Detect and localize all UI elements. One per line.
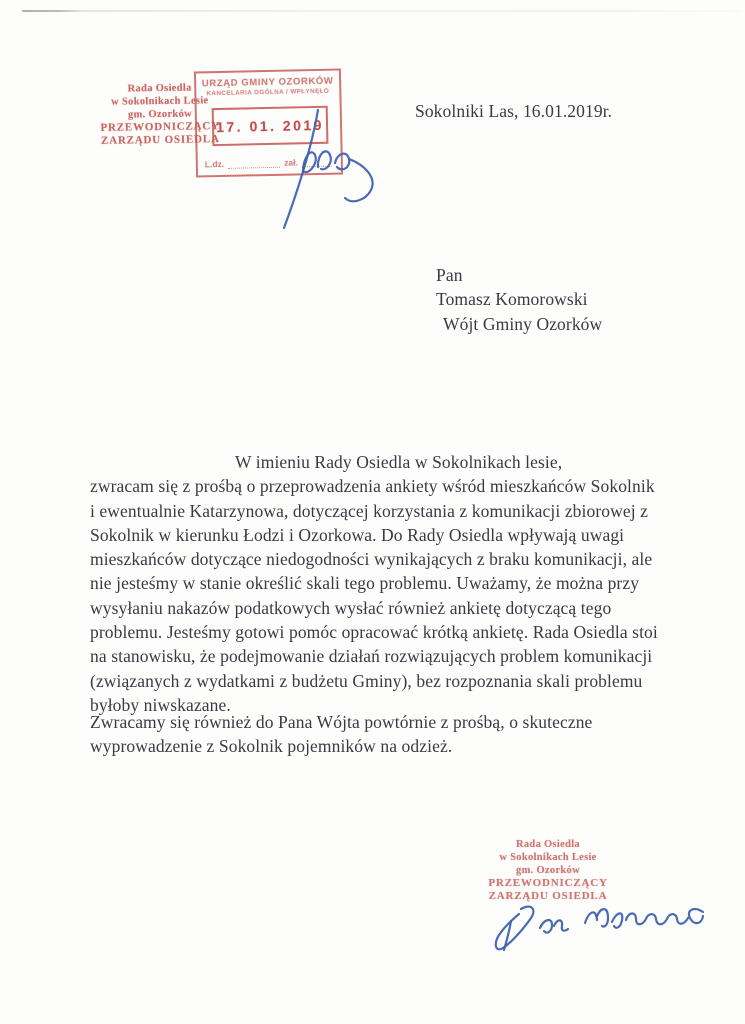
letter-line: na stanowisku, że podejmowanie działań rozwiązujących problem komunikacji (90, 646, 653, 667)
letter-paragraph-1 (90, 450, 658, 717)
letter-line: i ewentualnie Katarzynowa, dotyczącej korzystania z komunikacji zbiorowej z (90, 500, 649, 521)
council-stamp-bottom (488, 838, 608, 903)
stamp-line: gm. Ozorków (127, 108, 193, 121)
office-stamp-title: URZĄD GMINY OZORKÓW (201, 75, 334, 90)
recipient-line: Wójt Gminy Ozorków (443, 313, 603, 334)
letter-line: mieszkańców dotyczące niedogodności wynikających z braku komunikacji, ale (90, 549, 653, 570)
letter-line: byłoby niwskazane. (90, 694, 231, 715)
stamp-line: Rada Osiedla (516, 839, 580, 850)
letter-line: wysyłaniu nakazów podatkowych wysłać również ankietę dotyczącą tego (90, 597, 612, 618)
letter-paragraph-2 (90, 710, 592, 759)
stamp-line: gm. Ozorków (516, 865, 580, 876)
recipient-line: Pan (436, 265, 463, 285)
stamp-line: w Sokolnikach Lesie (111, 95, 209, 108)
letter-line: problemu. Jesteśmy gotowi pomóc opracować krótką ankietę. Rada Osiedla stoi (90, 622, 658, 643)
letter-line: Zwracamy się również do Pana Wójta powtórnie z prośbą, o skuteczne (90, 712, 593, 732)
letter-line: wyprowadzenie z Sokolnik pojemników na odzież. (90, 736, 453, 757)
recipient-block (436, 263, 602, 336)
letter-line: Sokolnik w kierunku Łodzi i Ozorkowa. Do Rady Osiedla wpływają uwagi (90, 524, 625, 545)
ldz-label: L.dz. (204, 158, 225, 170)
letter-line: zwracam się z prośbą o przeprowadzenia ankiety wśród mieszkańców Sokolnik (90, 476, 655, 497)
letter-line: (związanych z wydatkami z budżetu Gminy), bez rozpoznania skali problemu (90, 670, 643, 691)
stamp-line: w Sokolnikach Lesie (499, 852, 597, 863)
stamp-line: PRZEWODNICZĄCY (100, 120, 220, 134)
recipient-line: Tomasz Komorowski (436, 289, 588, 310)
letter-line: W imieniu Rady Osiedla w Sokolnikach lesie, (235, 452, 563, 472)
letter-date: Sokolniki Las, 16.01.2019r. (415, 101, 613, 121)
office-stamp-subtitle: KANCELARIA OGÓLNA / WPŁYNĘŁO (206, 87, 330, 98)
handwritten-paraph (260, 85, 390, 245)
handwritten-signature (480, 895, 720, 965)
letter-line: nie jesteśmy w stanie określić skali tego problemu. Uważamy, że można przy (90, 573, 640, 594)
zal-label: zał. (284, 157, 298, 168)
stamp-line: ZARZĄDU OSIEDLA (100, 133, 220, 147)
stamp-date: 17. 01. 2019 (215, 116, 325, 136)
scan-artifact-line (22, 10, 742, 12)
stamp-line: Rada Osiedla (127, 82, 192, 95)
stamp-line: ZARZĄDU OSIEDLA (488, 890, 608, 902)
stamp-line: PRZEWODNICZĄCY (488, 877, 608, 889)
